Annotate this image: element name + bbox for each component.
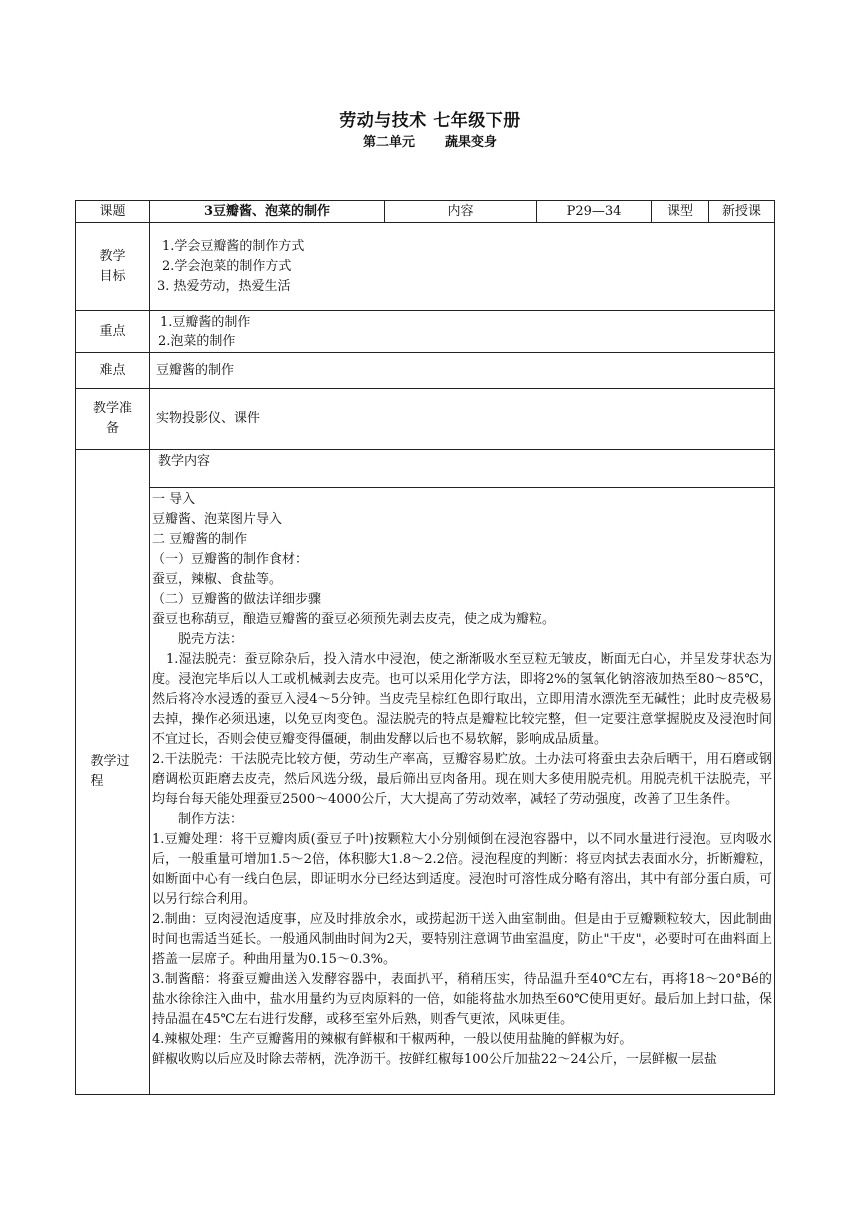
unit-number: 第二单元 <box>362 135 415 150</box>
page-subtitle <box>0 131 860 150</box>
difficulty-label: 难点 <box>76 353 150 389</box>
content-line: 制作方法： <box>178 812 244 827</box>
content-line: 二 豆瓣酱的制作 <box>152 532 248 547</box>
content-line: 3.制酱醅：将蚕豆瓣曲送入发酵容器中，表面扒平，稍稍压实，待品温升至40℃左右，再将18～20°Bé的盐水徐徐注入曲中，盐水用量约为豆肉原料的一倍，如能将盐水加热至60℃使用更好。最后加上封口盐，保持品温在45℃左右进行发酵，或移至室外后熟，则香气更浓，风味更佳。 <box>152 972 772 1027</box>
goal-item: 3. 热爱劳动，热爱生活 <box>157 279 291 294</box>
preparation-value: 实物投影仪、课件 <box>150 389 775 450</box>
content-line: 鲜椒收购以后应及时除去蒂柄，洗净沥干。按鲜红椒每100公斤加盐22～24公斤，一层鲜椒一层盐 <box>152 1052 717 1067</box>
unit-name: 蔬果变身 <box>445 135 498 150</box>
difficulty-value: 豆瓣酱的制作 <box>150 353 775 389</box>
goal-item: 1.学会豆瓣酱的制作方式 <box>162 239 305 254</box>
content-value: P29—34 <box>537 201 652 223</box>
content-line: 蚕豆也称葫豆，酿造豆瓣酱的蚕豆必须预先剥去皮壳，使之成为瓣粒。 <box>152 612 556 627</box>
difficulty-row <box>76 353 775 389</box>
process-row <box>76 450 775 1095</box>
goals-label: 教学目标 <box>99 248 126 284</box>
preparation-row <box>76 389 775 450</box>
content-line: 蚕豆，辣椒、食盐等。 <box>152 572 283 587</box>
content-line: 脱壳方法： <box>178 632 244 647</box>
content-line: （二）豆瓣酱的做法详细步骤 <box>152 592 322 607</box>
key-point-item: 1.豆瓣酱的制作 <box>160 314 251 330</box>
content-line: 2.制曲：豆肉浸泡适度事，应及时排放余水，或捞起沥干送入曲室制曲。但是由于豆瓣颗粒较大，因此制曲时间也需适当延长。一般通风制曲时间为2天，要特别注意调节曲室温度，防止"干皮"，必要时可在曲料面上搭盖一层席子。种曲用量为0.15～0.3%。 <box>152 912 772 967</box>
content-line: 1.豆瓣处理：将干豆瓣肉质(蚕豆子叶)按颗粒大小分别倾倒在浸泡容器中，以不同水量进行浸泡。豆肉吸水后，一般重量可增加1.5～2倍，体积膨大1.8～2.2倍。浸泡程度的判断：将豆肉拭去表面水分，折断瓣粒，如断面中心有一线白色层，即证明水分已经达到适度。浸泡时可溶性成分略有溶出，其中有部分蛋白质，可以另行综合利用。 <box>152 832 772 907</box>
goals-row <box>76 223 775 311</box>
type-label: 课型 <box>652 201 709 223</box>
content-line: 豆瓣酱、泡菜图片导入 <box>152 512 283 527</box>
content-line: 4.辣椒处理：生产豆瓣酱用的辣椒有鲜椒和干椒两种，一般以使用盐腌的鲜椒为好。 <box>152 1032 633 1047</box>
topic-label: 课题 <box>76 201 150 223</box>
content-line: 1.湿法脱壳：蚕豆除杂后，投入清水中浸泡，使之渐渐吸水至豆粒无皱皮，断面无白心，并呈发芽状态为度。浸泡完毕后以人工或机械剥去皮壳。也可以采用化学方法，即将2%的氢氧化钠溶液加热至80～85℃，然后将冷水浸透的蚕豆入浸4～5分钟。当皮壳呈棕红色即行取出，立即用清水漂洗至无碱性；此时皮壳极易去掉，操作必须迅速，以免豆肉变色。湿法脱壳的特点是瓣粒比较完整，但一定要注意掌握脱皮及浸泡时间不宜过长，否则会使豆瓣变得僵硬，制曲发酵以后也不易软解，影响成品质量。 <box>152 652 772 747</box>
topic-value: 3豆瓣酱、泡菜的制作 <box>150 201 385 223</box>
goal-item: 2.学会泡菜的制作方式 <box>162 259 292 274</box>
process-label: 教学过程 <box>90 754 130 789</box>
preparation-label: 教学准备 <box>92 401 132 436</box>
topic-row <box>76 201 775 223</box>
key-points-row <box>76 311 775 353</box>
content-header: 教学内容 <box>150 450 774 488</box>
lesson-plan-table <box>75 200 775 1095</box>
process-content <box>150 488 774 1094</box>
page-title: 劳动与技术 七年级下册 <box>339 111 521 131</box>
content-line: 2.干法脱壳：干法脱壳比较方便，劳动生产率高，豆瓣容易贮放。土办法可将蚕虫去杂后晒干，用石磨或钢磨调松页距磨去皮壳，然后风选分级，最后筛出豆肉备用。现在则大多使用脱壳机。用脱壳机干法脱壳，平均每台每天能处理蚕豆2500～4000公斤，大大提高了劳动效率，减轻了劳动强度，改善了卫生条件。 <box>152 752 772 807</box>
content-line: （一）豆瓣酱的制作食材： <box>152 552 309 567</box>
key-point-item: 2.泡菜的制作 <box>158 333 236 349</box>
content-label: 内容 <box>385 201 537 223</box>
content-line: 一 导入 <box>152 492 196 507</box>
type-value: 新授课 <box>709 201 775 223</box>
key-points-label: 重点 <box>76 311 150 353</box>
